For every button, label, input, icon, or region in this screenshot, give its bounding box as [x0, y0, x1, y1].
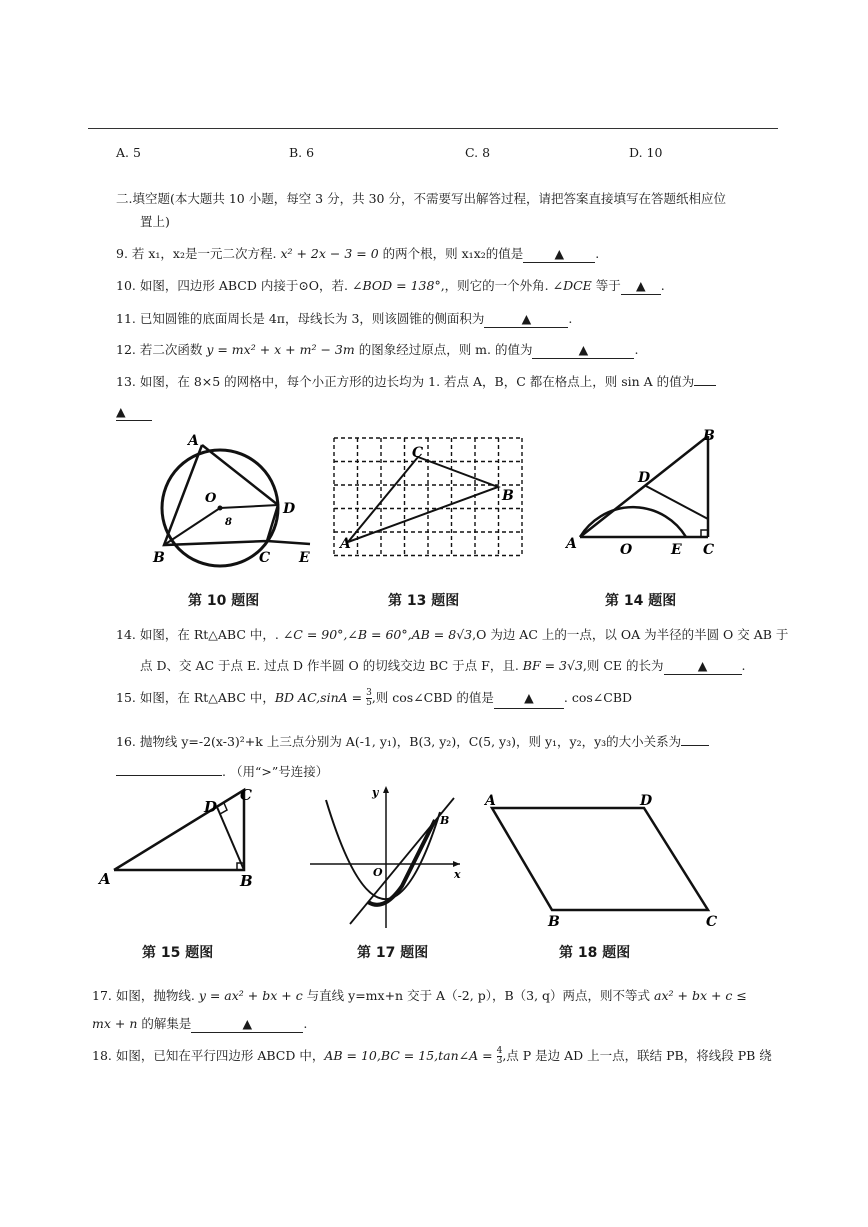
- fig10-label-8: 8: [225, 517, 232, 528]
- q12-answer-blank: [532, 342, 634, 359]
- question-10: 10. 如图，四边形 ABCD 内接于⊙O，若. ∠BOD = 138°,，则它的一个外角. ∠DCE 等于 ▲ .: [116, 278, 665, 293]
- q17-text-2: 与直线 y=mx+n 交于 A（-2, p），B（3, q）两点，则不等式: [302, 988, 655, 1003]
- figure-10: [150, 428, 325, 570]
- q14-marker: ▲: [697, 658, 708, 673]
- fig18-label-d: D: [640, 793, 653, 809]
- question-16-cont: . （用“>”号连接）: [116, 764, 328, 780]
- fig14-label-a: A: [566, 536, 577, 552]
- q13-marker: ▲: [116, 404, 126, 419]
- q16-answer-blank: [116, 775, 222, 776]
- option-c: C. 8: [465, 145, 491, 160]
- question-9: 9. 若 x₁，x₂是一元二次方程. x² + 2x − 3 = 0 的两个根，则 x₁x₂的值是 ▲ .: [116, 246, 600, 261]
- fig13-label-a: A: [340, 536, 351, 552]
- q18-denominator: 3: [496, 1056, 503, 1066]
- fig10-label-a: A: [188, 433, 199, 449]
- question-14: [116, 627, 788, 643]
- q17-equation: y = ax² + bx + c: [198, 988, 303, 1003]
- fig14-label-o: O: [620, 542, 633, 558]
- q14-answer-blank: [664, 658, 742, 675]
- q14-equation-2: BF = 3√3: [522, 658, 583, 673]
- q10-text-2: ,，则它的一个外角.: [440, 278, 553, 293]
- fig17-line: [350, 798, 454, 924]
- q10-angle: ∠DCE: [552, 278, 592, 293]
- fig18-label-c: C: [706, 914, 718, 930]
- fig10-center: [218, 506, 223, 511]
- question-15: [116, 688, 632, 709]
- fig17-y-arrow: [383, 786, 389, 793]
- question-13-cont: [116, 404, 152, 421]
- fig14-semicircle: [580, 507, 686, 537]
- question-12: 12. 若二次函数 y = mx² + x + m² − 3m 的图象经过原点，则 m. 的值为 ▲ .: [116, 342, 639, 357]
- fig17-caption: 第 17 题图: [357, 945, 429, 961]
- q10-marker: ▲: [635, 278, 646, 293]
- fig17-label-b: B: [440, 814, 450, 827]
- fig15-triangle: [114, 790, 244, 870]
- fig14-tangent: [646, 486, 708, 519]
- q14-equation: ∠C = 90°,∠B = 60°,AB = 8√3: [282, 627, 473, 642]
- option-b: B. 6: [289, 145, 315, 160]
- q12-marker: ▲: [578, 342, 589, 357]
- fig14-caption: 第 14 题图: [605, 593, 677, 609]
- figure-13: [328, 432, 528, 562]
- q15-numerator: 3: [366, 688, 372, 698]
- q18-text-2: ,点 P 是边 AD 上一点，联结 PB，将线段 PB 绕: [502, 1048, 772, 1063]
- q9-equation: x² + 2x − 3 = 0: [280, 246, 379, 261]
- fig13-grid: [334, 438, 522, 556]
- fig10-label-e: E: [299, 550, 310, 566]
- question-11: 11. 已知圆锥的底面周长是 4π，母线长为 3，则该圆锥的侧面积为 ▲ .: [116, 311, 573, 326]
- fig10-ce: [267, 541, 310, 544]
- q10-answer-blank: [621, 278, 661, 295]
- header-rule: [88, 128, 778, 129]
- fig14-label-b: B: [703, 428, 715, 444]
- q14-text: 14. 如图，在 Rt△ABC 中，.: [116, 627, 283, 642]
- q10-text-3: 等于: [591, 278, 621, 293]
- q11-text: 11. 已知圆锥的底面周长是 4π，母线长为 3，则该圆锥的侧面积为: [116, 311, 485, 326]
- fig17-x-arrow: [453, 861, 460, 867]
- q18-equation: AB = 10,BC = 15,tan∠A =: [324, 1048, 497, 1063]
- figure-18: [482, 788, 722, 930]
- q18-numerator: 4: [496, 1046, 503, 1056]
- q16-text-2: （用“>”号连接）: [229, 764, 329, 779]
- fig15-label-b: B: [240, 872, 253, 890]
- q18-text: 18. 如图，已知在平行四边形 ABCD 中，: [92, 1048, 325, 1063]
- fig14-ab: [580, 436, 708, 537]
- q17-text-3: 的解集是: [137, 1016, 192, 1031]
- fig15-label-a: A: [99, 870, 111, 888]
- q15-text-2: ,则 cos∠CBD 的值是: [371, 690, 494, 705]
- fig17-label-y: y: [372, 786, 379, 799]
- question-13: [116, 374, 716, 390]
- fig15-label-d: D: [204, 798, 218, 816]
- q14-text-4: ,则 CE 的长为: [582, 658, 664, 673]
- q14-text-3: 点 D、交 AC 于点 E. 过点 D 作半圆 O 的切线交边 BC 于点 F，且.: [140, 658, 523, 673]
- q11-answer-blank: [484, 311, 568, 328]
- q17-inequality: ax² + bx + c ≤: [654, 988, 747, 1003]
- fig14-label-c: C: [703, 542, 715, 558]
- fig10-caption: 第 10 题图: [188, 593, 260, 609]
- fig18-parallelogram: [492, 808, 708, 910]
- fig18-label-a: A: [485, 793, 496, 809]
- q13-answer-blank-a: [694, 385, 716, 386]
- figure-15: [96, 780, 266, 890]
- question-14-cont: 点 D、交 AC 于点 E. 过点 D 作半圆 O 的切线交边 BC 于点 F，且. BF = 3√3,则 CE 的长为 ▲ .: [140, 658, 746, 673]
- q17-inequality-2: mx + n: [92, 1016, 138, 1031]
- fig18-label-b: B: [548, 914, 560, 930]
- fig17-label-o: O: [373, 866, 383, 879]
- q17-answer-blank: [191, 1016, 303, 1033]
- question-17: [92, 988, 747, 1004]
- fig13-label-c: C: [412, 445, 424, 461]
- figure-17: [304, 782, 464, 932]
- fig10-od: [220, 505, 278, 508]
- question-17-cont: mx + n 的解集是 ▲ .: [92, 1016, 308, 1031]
- fig10-ob: [164, 508, 220, 545]
- fig15-label-c: C: [240, 786, 252, 804]
- fig10-label-o: O: [205, 491, 217, 506]
- q9-marker: ▲: [554, 246, 565, 261]
- q15-text: 15. 如图，在 Rt△ABC 中，: [116, 690, 275, 705]
- q11-marker: ▲: [521, 311, 532, 326]
- q15-denominator: 5: [366, 698, 372, 708]
- q9-answer-blank: [523, 246, 595, 263]
- q17-marker: ▲: [242, 1016, 253, 1031]
- q16-text: 16. 抛物线 y=-2(x-3)²+k 上三点分别为 A(-1, y₁)，B(3, y₂)，C(5, y₃)，则 y₁，y₂，y₃的大小关系为: [116, 734, 682, 749]
- q13-answer-blank: [116, 404, 152, 421]
- q12-text: 12. 若二次函数: [116, 342, 207, 357]
- option-a: A. 5: [116, 145, 141, 160]
- q12-text-2: 的图象经过原点，则 m. 的值为: [354, 342, 533, 357]
- q15-answer-blank: [494, 688, 564, 709]
- q15-equation: BD AC,sinA =: [274, 690, 367, 705]
- q14-text-2: ,O 为边 AC 上的一点，以 OA 为半径的半圆 O 交 AB 于: [472, 627, 789, 642]
- fig18-caption: 第 18 题图: [559, 945, 631, 961]
- fig10-label-c: C: [259, 550, 271, 566]
- fig10-label-d: D: [283, 501, 296, 517]
- figure-14: [562, 424, 722, 564]
- q16-answer-blank-a: [681, 745, 709, 746]
- q12-equation: y = mx² + x + m² − 3m: [206, 342, 355, 357]
- fig13-caption: 第 13 题图: [388, 593, 460, 609]
- q17-text: 17. 如图，抛物线.: [92, 988, 199, 1003]
- fig17-label-x: x: [454, 868, 461, 881]
- section-heading: 二.填空题(本大题共 10 小题，每空 3 分，共 30 分，不需要写出解答过程，请把答案直接填写在答题纸相应位: [116, 191, 726, 206]
- fig10-label-b: B: [153, 550, 165, 566]
- question-16: [116, 734, 709, 750]
- q10-text: 10. 如图，四边形 ABCD 内接于⊙O，若.: [116, 278, 352, 293]
- fig14-label-d: D: [638, 470, 651, 486]
- fig14-label-e: E: [671, 542, 682, 558]
- q15-text-3: . cos∠CBD: [563, 690, 633, 705]
- question-18: [92, 1046, 772, 1066]
- q15-marker: ▲: [524, 690, 534, 705]
- q9-text: 9. 若 x₁，x₂是一元二次方程.: [116, 246, 281, 261]
- fig15-caption: 第 15 题图: [142, 945, 214, 961]
- q9-text-2: 的两个根，则 x₁x₂的值是: [378, 246, 524, 261]
- fig13-label-b: B: [502, 488, 514, 504]
- option-d: D. 10: [629, 145, 663, 160]
- fig15-bd: [217, 807, 244, 870]
- section-heading-cont: 置上): [140, 214, 170, 229]
- q10-equation: ∠BOD = 138°: [352, 278, 441, 293]
- q13-text: 13. 如图，在 8×5 的网格中，每个小正方形的边长均为 1. 若点 A，B，C 都在格点上，则 sin A 的值为: [116, 374, 695, 389]
- fig10-quadrilateral: [164, 445, 278, 545]
